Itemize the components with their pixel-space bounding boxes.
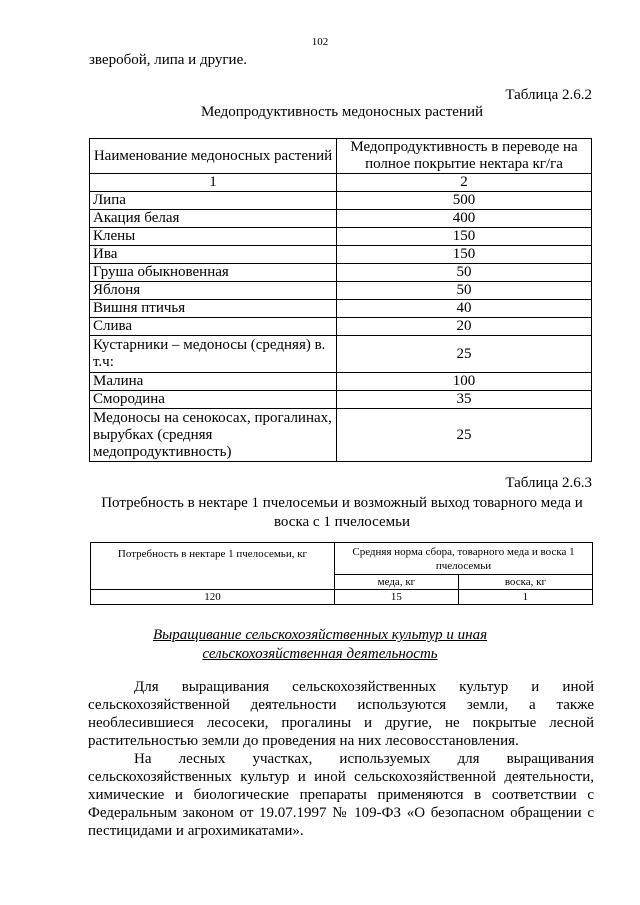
productivity-value: 100 [337,373,592,391]
header-cell: Потребность в нектаре 1 пчелосемьи, кг [91,543,335,590]
productivity-value: 25 [337,409,592,462]
plant-name: Липа [90,192,337,210]
table-label: Таблица 2.6.2 [505,87,592,103]
table-header-row [90,139,592,174]
table-title: Потребность в нектаре 1 пчелосемьи и возможный выход товарного меда и воска с 1 пчелосемьи [101,495,583,530]
header-cell: Наименование медоносных растений [90,139,337,174]
plant-name: Вишня птичья [90,300,337,318]
plant-name: Акация белая [90,210,337,228]
section-title [0,626,640,664]
header-cell: Медопродуктивность в переводе на полное покрытие нектара кг/га [337,139,592,174]
subheader-cell: меда, кг [335,575,459,590]
table-row [90,228,592,246]
productivity-value: 35 [337,391,592,409]
plant-name: Яблоня [90,282,337,300]
table-row [91,590,593,605]
column-number: 2 [337,174,592,192]
plant-name: Груша обыкновенная [90,264,337,282]
productivity-value: 400 [337,210,592,228]
plant-name: Ива [90,246,337,264]
table-header-row [91,543,593,575]
table-row [90,246,592,264]
table-row [90,336,592,373]
header-cell: Средняя норма сбора, товарного меда и воска 1 пчелосемьи [335,543,593,575]
table-row [90,373,592,391]
section-title-line: сельскохозяйственная деятельность [202,646,438,662]
productivity-value: 500 [337,192,592,210]
table-row [90,318,592,336]
plant-name: Смородина [90,391,337,409]
section-title-line: Выращивание сельскохозяйственных культур и иная [152,627,488,643]
need-value: 120 [91,590,335,605]
wax-value: 1 [458,590,592,605]
table-row [90,409,592,462]
table-row [90,192,592,210]
column-number: 1 [90,174,337,192]
productivity-value: 150 [337,246,592,264]
table-row [90,300,592,318]
page-number: 102 [311,36,329,48]
table-title: Медопродуктивность медоносных растений [200,104,484,120]
plant-name: Клены [90,228,337,246]
honey-productivity-table [89,138,592,462]
table-label: Таблица 2.6.3 [505,475,592,491]
table-row [90,282,592,300]
productivity-value: 20 [337,318,592,336]
body-paragraph: На лесных участках, используемых для выращивания сельскохозяйственных культур и иной сельскохозяйственной деятельности, химические и биологические препараты применяются в соответствии с Федеральным законом от 19.07.1997 № 109-ФЗ «О безопасном обращении с пестицидами и агрохимикатами». [88,751,594,839]
plant-name: Кустарники – медоносы (средняя) в. т.ч: [90,336,337,373]
table-row [90,210,592,228]
table-row [90,391,592,409]
productivity-value: 150 [337,228,592,246]
nectar-need-table [90,542,593,605]
productivity-value: 25 [337,336,592,373]
productivity-value: 50 [337,282,592,300]
subheader-cell: воска, кг [458,575,592,590]
continued-text: зверобой, липа и другие. [89,52,247,68]
table-row [90,264,592,282]
column-number-row [90,174,592,192]
honey-value: 15 [335,590,459,605]
body-paragraph: Для выращивания сельскохозяйственных культур и иной сельскохозяйственной деятельности используются земли, а также необлесившиеся лесосеки, прогалины и другие, не покрытые лесной растительностью земли до проведения на них лесовосстановления. [88,679,594,749]
plant-name: Слива [90,318,337,336]
productivity-value: 40 [337,300,592,318]
plant-name: Малина [90,373,337,391]
plant-name: Медоносы на сенокосах, прогалинах, вырубках (средняя медопродуктивность) [90,409,337,462]
productivity-value: 50 [337,264,592,282]
